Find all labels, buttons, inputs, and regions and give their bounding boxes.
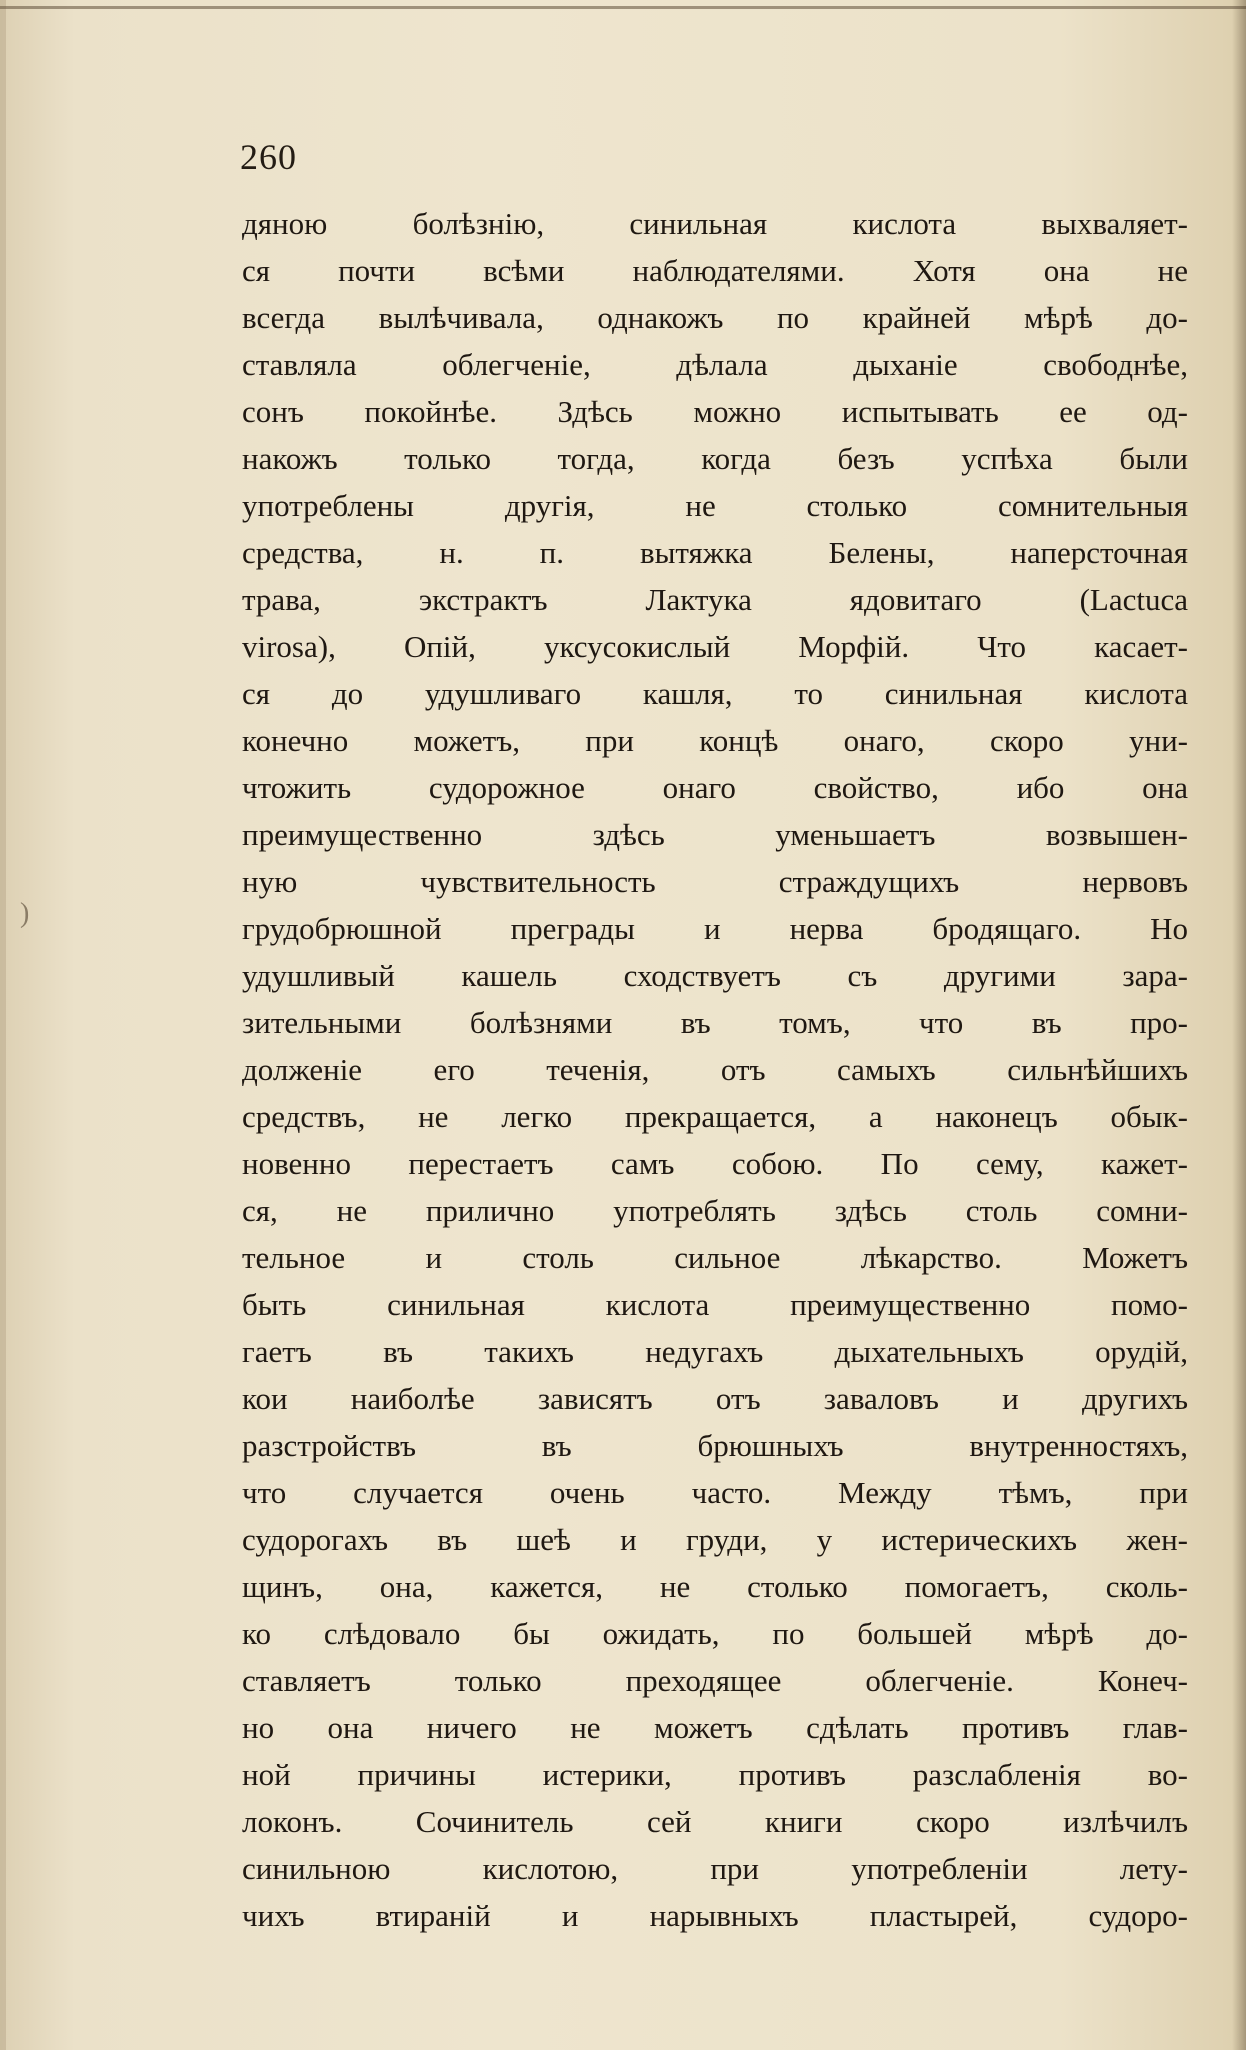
text-line: разстройствъ въ брюшныхъ внутренностяхъ,: [242, 1428, 1188, 1463]
text-line: сонъ покойнѣе. Здѣсь можно испытывать ее од-: [242, 394, 1188, 429]
text-line: ся, не прилично употреблять здѣсь столь сомни-: [242, 1193, 1188, 1228]
text-line: ся до удушливаго кашля, то синильная кислота: [242, 676, 1188, 711]
text-line: трава, экстрактъ Лактука ядовитаго (Lactuca: [242, 582, 1188, 617]
text-line: преимущественно здѣсь уменьшаетъ возвышен-: [242, 817, 1188, 852]
text-line: ко слѣдовало бы ожидать, по большей мѣрѣ до-: [242, 1616, 1188, 1651]
text-line: накожъ только тогда, когда безъ успѣха были: [242, 441, 1188, 476]
text-line: зительными болѣзнями въ томъ, что въ про-: [242, 1005, 1188, 1040]
page-number: 260: [240, 137, 297, 177]
text-line: новенно перестаетъ самъ собою. По сему, кажет-: [242, 1146, 1188, 1181]
text-line: чихъ втираній и нарывныхъ пластырей, судоро-: [242, 1898, 1188, 1933]
page-left-edge: [0, 0, 6, 2050]
text-line: средства, н. п. вытяжка Белены, наперсточная: [242, 535, 1188, 570]
text-line: гаетъ въ такихъ недугахъ дыхательныхъ орудій,: [242, 1334, 1188, 1369]
text-line: ной причины истерики, противъ разслабленія во-: [242, 1757, 1188, 1792]
text-line: дяною болѣзнію, синильная кислота выхваляет-: [242, 206, 1188, 241]
text-line: тельное и столь сильное лѣкарство. Можетъ: [242, 1240, 1188, 1275]
page-top-rule: [0, 6, 1246, 9]
margin-mark: ): [20, 898, 30, 929]
text-line: ставляла облегченіе, дѣлала дыханіе свободнѣе,: [242, 347, 1188, 382]
text-line: virosa), Опій, уксусокислый Морфій. Что касает-: [242, 629, 1188, 664]
text-line: средствъ, не легко прекращается, а наконецъ обык-: [242, 1099, 1188, 1134]
text-line: чтожить судорожное онаго свойство, ибо она: [242, 770, 1188, 805]
text-line: долженіе его теченія, отъ самыхъ сильнѣйшихъ: [242, 1052, 1188, 1087]
text-line: локонъ. Сочинитель сей книги скоро излѣчилъ: [242, 1804, 1188, 1839]
text-line: ную чувствительность страждущихъ нервовъ: [242, 864, 1188, 899]
text-line: удушливый кашель сходствуетъ съ другими зара-: [242, 958, 1188, 993]
text-line: щинъ, она, кажется, не столько помогаетъ, сколь-: [242, 1569, 1188, 1604]
text-line: ся почти всѣми наблюдателями. Хотя она не: [242, 253, 1188, 288]
text-line: конечно можетъ, при концѣ онаго, скоро уни-: [242, 723, 1188, 758]
text-line: синильною кислотою, при употребленіи лету-: [242, 1851, 1188, 1886]
text-line: кои наиболѣе зависятъ отъ заваловъ и другихъ: [242, 1381, 1188, 1416]
spine-shadow: [1232, 0, 1246, 2050]
text-line: всегда вылѣчивала, однакожъ по крайней мѣрѣ до-: [242, 300, 1188, 335]
body-text: [242, 200, 1188, 1939]
text-line: ставляетъ только преходящее облегченіе. Конеч-: [242, 1663, 1188, 1698]
text-line: грудобрюшной преграды и нерва бродящаго. Но: [242, 911, 1188, 946]
text-line: судорогахъ въ шеѣ и груди, у истерическихъ жен-: [242, 1522, 1188, 1557]
text-line: но она ничего не можетъ сдѣлать противъ глав-: [242, 1710, 1188, 1745]
text-line: употреблены другія, не столько сомнительныя: [242, 488, 1188, 523]
text-line: что случается очень часто. Между тѣмъ, при: [242, 1475, 1188, 1510]
text-line: быть синильная кислота преимущественно помо-: [242, 1287, 1188, 1322]
